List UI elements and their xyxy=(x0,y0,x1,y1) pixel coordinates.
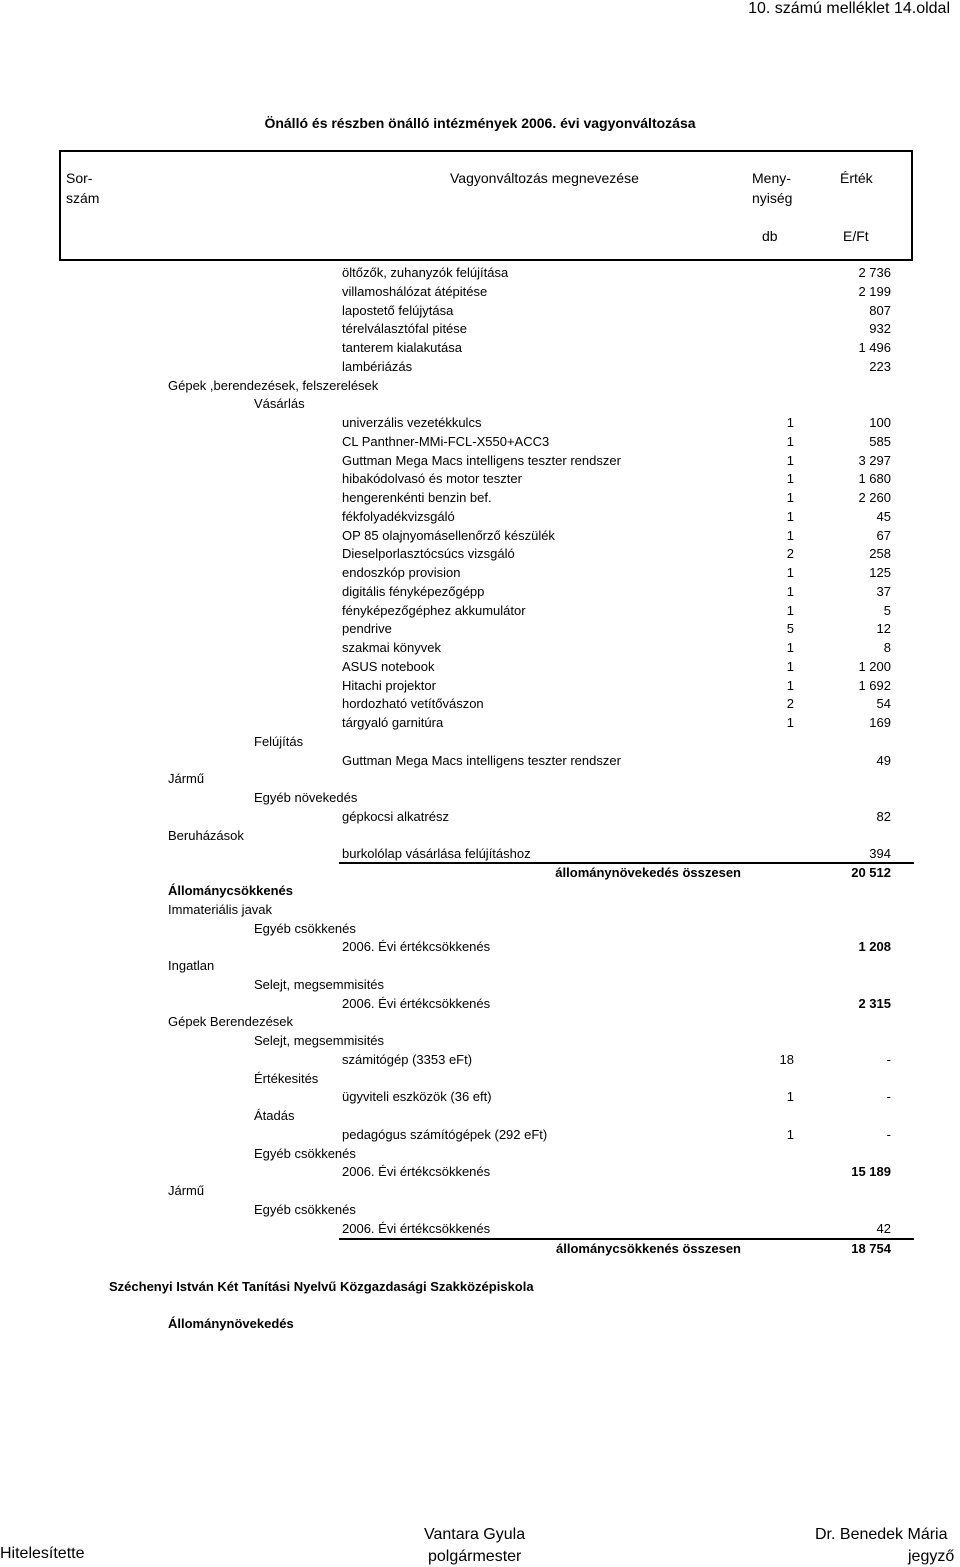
row-label: Egyéb növekedés xyxy=(254,790,358,805)
row-value: 807 xyxy=(869,302,891,318)
row-label: Jármű xyxy=(168,1183,205,1198)
row-label: 2006. Évi értékcsökkenés xyxy=(342,1164,491,1180)
row-label: 2006. Évi értékcsökkenés xyxy=(342,939,491,955)
table-row xyxy=(0,566,960,584)
table-row xyxy=(0,379,960,397)
table-row xyxy=(0,903,960,921)
row-quantity: 1 xyxy=(786,471,794,487)
total-value: 20 512 xyxy=(851,865,891,880)
row-quantity: 1 xyxy=(786,677,794,693)
row-quantity: 1 xyxy=(786,640,794,655)
row-label: CL Panthner-MMi-FCL-X550+ACC3 xyxy=(342,433,550,449)
row-value: 8 xyxy=(883,640,891,655)
table-row xyxy=(0,716,960,734)
total-row xyxy=(0,1242,960,1260)
row-value: 49 xyxy=(876,752,891,768)
total-value: 18 754 xyxy=(851,1241,891,1256)
row-label: fékfolyadékvizsgáló xyxy=(342,508,455,524)
table-row xyxy=(0,1165,960,1183)
row-value: 54 xyxy=(876,696,891,712)
table-row xyxy=(0,285,960,303)
table-row xyxy=(0,940,960,958)
header-sor-line2: szám xyxy=(66,190,100,206)
table-row xyxy=(0,435,960,453)
total-label: állománynövekedés összesen xyxy=(555,865,741,880)
table-row xyxy=(0,978,960,996)
row-quantity: 1 xyxy=(786,658,794,674)
footer-name-notary: Dr. Benedek Mária xyxy=(815,1526,948,1543)
row-label: gépkocsi alkatrész xyxy=(342,808,449,824)
table-row xyxy=(0,772,960,790)
header-qty-line1: Meny- xyxy=(752,170,791,186)
row-quantity: 1 xyxy=(786,715,794,730)
row-label: Egyéb csökkenés xyxy=(254,1145,356,1161)
row-label: lapostető felújytása xyxy=(342,302,454,318)
row-quantity: 1 xyxy=(786,415,794,430)
table-row xyxy=(0,341,960,359)
row-label: Jármű xyxy=(168,771,205,787)
row-value: 2 199 xyxy=(858,283,891,299)
row-value: 100 xyxy=(869,415,891,430)
row-value: 67 xyxy=(876,527,891,543)
page-number-header: 10. számú melléklet 14.oldal xyxy=(748,0,950,17)
total-row xyxy=(0,866,960,884)
table-row xyxy=(0,1184,960,1202)
row-value: 3 297 xyxy=(858,452,891,468)
page-title: Önálló és részben önálló intézmények 2006. évi vagyonváltozása xyxy=(264,115,696,131)
row-label: Egyéb csökkenés xyxy=(254,920,356,936)
header-value-unit: E/Ft xyxy=(843,228,869,244)
total-label: állománycsökkenés összesen xyxy=(556,1241,741,1256)
row-label: Gépek ,berendezések, felszerelések xyxy=(168,377,379,393)
row-value: 1 200 xyxy=(858,658,891,674)
table-row xyxy=(0,304,960,322)
table-row xyxy=(0,959,960,977)
total-divider xyxy=(339,1238,914,1240)
row-label: pendrive xyxy=(342,621,392,637)
row-label: lambériázás xyxy=(342,358,413,374)
row-label: Felújítás xyxy=(254,733,304,749)
table-row xyxy=(0,922,960,940)
row-value: 125 xyxy=(869,565,891,580)
table-row xyxy=(0,810,960,828)
footer-name-mayor: Vantara Gyula xyxy=(424,1526,526,1543)
row-label: Állománycsökkenés xyxy=(168,883,294,898)
table-row xyxy=(0,829,960,847)
row-label: burkolólap vásárlása felújításhoz xyxy=(342,846,531,862)
table-row xyxy=(0,754,960,772)
row-value: 932 xyxy=(869,321,891,337)
row-label: univerzális vezetékkulcs xyxy=(342,415,482,430)
table-row xyxy=(0,679,960,697)
school-name: Széchenyi István Két Tanítási Nyelvű Közgazdasági Szakközépiskola xyxy=(109,1279,534,1294)
table-row xyxy=(0,1090,960,1108)
row-value: 45 xyxy=(876,508,891,524)
table-row xyxy=(0,1147,960,1165)
header-qty-unit: db xyxy=(762,228,778,244)
table-row xyxy=(0,604,960,622)
row-value: 1 496 xyxy=(858,340,891,355)
header-value: Érték xyxy=(840,170,873,186)
row-label: villamoshálózat átépitése xyxy=(342,283,488,299)
row-label: Dieselporlasztócsúcs vizsgáló xyxy=(342,546,515,562)
row-label: Selejt, megsemmisités xyxy=(254,976,385,992)
allomanynovekedes-heading: Állománynövekedés xyxy=(168,1316,294,1331)
row-quantity: 1 xyxy=(786,565,794,580)
row-value: 223 xyxy=(869,358,891,374)
table-row xyxy=(0,529,960,547)
row-label: hengerenkénti benzin bef. xyxy=(342,490,492,505)
row-value: 42 xyxy=(876,1220,891,1236)
row-value: - xyxy=(886,1126,891,1142)
row-label: ASUS notebook xyxy=(342,658,435,674)
row-label: Guttman Mega Macs intelligens teszter rendszer xyxy=(342,752,621,768)
row-value: 394 xyxy=(869,846,891,862)
row-value: 169 xyxy=(869,715,891,730)
row-label: ügyviteli eszközök (36 eft) xyxy=(342,1089,492,1105)
row-quantity: 2 xyxy=(786,696,794,712)
row-label: számitógép (3353 eFt) xyxy=(342,1051,473,1067)
table-row xyxy=(0,1015,960,1033)
table-row xyxy=(0,491,960,509)
row-label: 2006. Évi értékcsökkenés xyxy=(342,995,491,1011)
row-label: tanterem kialakutása xyxy=(342,340,462,355)
table-row xyxy=(0,266,960,284)
row-value: 2 260 xyxy=(858,490,891,505)
table-row xyxy=(0,1222,960,1240)
row-label: hordozható vetítővászon xyxy=(342,696,484,712)
row-label: tárgyaló garnitúra xyxy=(342,715,444,730)
row-value: 12 xyxy=(876,621,891,637)
row-label: Ingatlan xyxy=(168,958,215,973)
row-value: - xyxy=(886,1089,891,1105)
table-row xyxy=(0,510,960,528)
row-label: Beruházások xyxy=(168,827,244,843)
row-label: Átadás xyxy=(254,1108,295,1123)
footer-role-notary: jegyző xyxy=(908,1548,955,1565)
table-row xyxy=(0,622,960,640)
table-row xyxy=(0,1053,960,1071)
table-row xyxy=(0,585,960,603)
table-row xyxy=(0,397,960,415)
row-label: fényképezőgéphez akkumulátor xyxy=(342,602,526,618)
row-label: Immateriális javak xyxy=(168,901,273,917)
total-divider xyxy=(339,862,914,864)
row-value: 1 208 xyxy=(858,939,891,955)
table-row xyxy=(0,1072,960,1090)
table-row xyxy=(0,735,960,753)
row-label: pedagógus számítógépek (292 eFt) xyxy=(342,1126,548,1142)
row-label: OP 85 olajnyomásellenőrző készülék xyxy=(342,527,555,543)
row-label: öltőzők, zuhanyzók felújítása xyxy=(342,265,509,280)
row-label: endoszkóp provision xyxy=(342,565,461,580)
table-row xyxy=(0,547,960,565)
footer-hitelesitette: Hitelesítette xyxy=(0,1545,85,1562)
row-quantity: 1 xyxy=(786,452,794,468)
row-quantity: 1 xyxy=(786,583,794,599)
row-label: Gépek Berendezések xyxy=(168,1014,294,1030)
table-row xyxy=(0,1203,960,1221)
row-value: 585 xyxy=(869,433,891,449)
footer-role-mayor: polgármester xyxy=(428,1548,522,1565)
row-quantity: 1 xyxy=(786,602,794,618)
table-row xyxy=(0,1109,960,1127)
row-value: 1 680 xyxy=(858,471,891,487)
row-label: szakmai könyvek xyxy=(342,640,441,655)
row-label: Vásárlás xyxy=(254,396,305,412)
table-row xyxy=(0,660,960,678)
row-label: térelválasztófal pitése xyxy=(342,321,468,337)
row-quantity: 18 xyxy=(779,1051,794,1067)
row-label: hibakódolvasó és motor teszter xyxy=(342,471,522,487)
row-value: 82 xyxy=(876,808,891,824)
table-row xyxy=(0,322,960,340)
row-value: 15 189 xyxy=(851,1164,891,1180)
table-row xyxy=(0,997,960,1015)
table-row xyxy=(0,454,960,472)
row-label: Selejt, megsemmisités xyxy=(254,1033,385,1048)
table-row xyxy=(0,1128,960,1146)
table-row xyxy=(0,472,960,490)
row-label: 2006. Évi értékcsökkenés xyxy=(342,1220,491,1236)
table-row xyxy=(0,416,960,434)
table-row xyxy=(0,1034,960,1052)
row-value: 2 315 xyxy=(858,995,891,1011)
header-qty-line2: nyiség xyxy=(752,190,793,206)
row-quantity: 1 xyxy=(786,508,794,524)
table-row xyxy=(0,697,960,715)
header-name: Vagyonváltozás megnevezése xyxy=(450,170,639,186)
row-quantity: 1 xyxy=(786,527,794,543)
row-value: 1 692 xyxy=(858,677,891,693)
row-label: Hitachi projektor xyxy=(342,677,436,693)
table-row xyxy=(0,884,960,902)
row-label: Guttman Mega Macs intelligens teszter rendszer xyxy=(342,452,621,468)
row-label: digitális fényképezőgépp xyxy=(342,583,485,599)
row-quantity: 1 xyxy=(786,1126,794,1142)
row-quantity: 5 xyxy=(786,621,794,637)
row-value: - xyxy=(886,1051,891,1067)
row-quantity: 1 xyxy=(786,490,794,505)
row-label: Egyéb csökkenés xyxy=(254,1201,356,1217)
row-quantity: 1 xyxy=(786,433,794,449)
row-label: Értékesités xyxy=(254,1070,319,1086)
row-quantity: 1 xyxy=(786,1089,794,1105)
row-value: 37 xyxy=(876,583,891,599)
row-quantity: 2 xyxy=(786,546,794,562)
header-sor-line1: Sor- xyxy=(66,170,93,186)
row-value: 2 736 xyxy=(858,265,891,280)
table-row xyxy=(0,791,960,809)
table-row xyxy=(0,641,960,659)
row-value: 5 xyxy=(883,602,891,618)
table-row xyxy=(0,360,960,378)
row-value: 258 xyxy=(869,546,891,562)
